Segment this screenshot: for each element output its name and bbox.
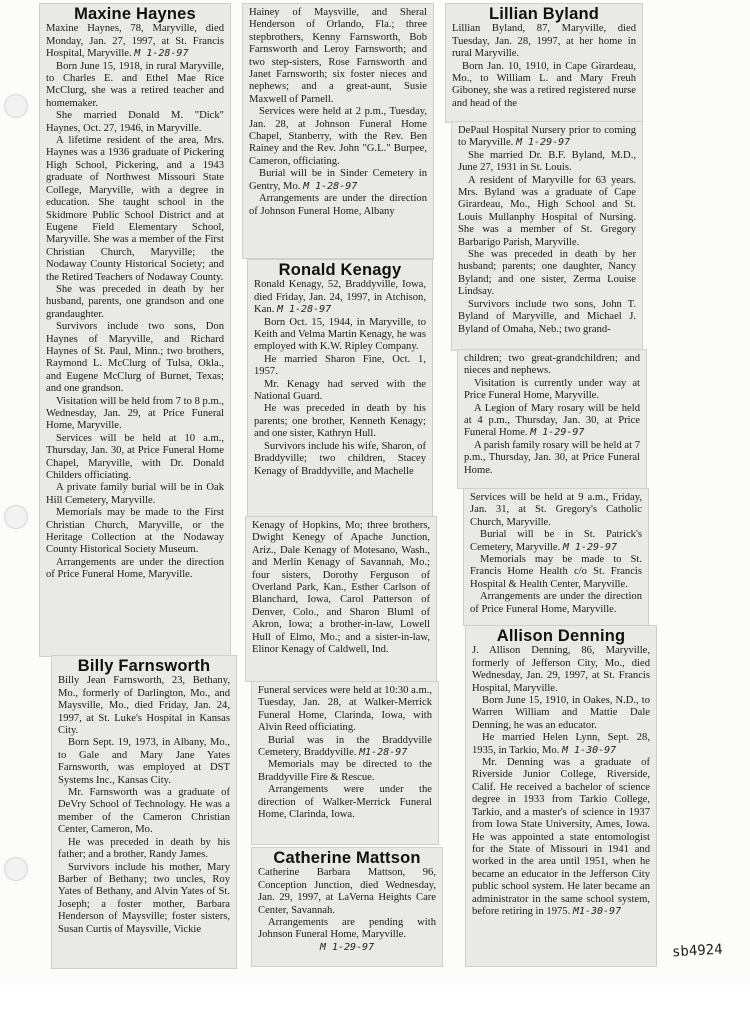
obituary-text: Arrangements were under the direction of Walker-Merrick Funeral Home, Clarinda, Iowa. — [258, 784, 432, 821]
handwritten-date: M 1-29-97 — [515, 137, 571, 149]
obituary-name: Lillian Byland — [488, 5, 600, 23]
obituary-text: Hainey of Maysville, and Sheral Henderson of Orlando, Fla.; three stepbrothers, Kenny Farnsworth, Bob Farnsworth and Leroy Farnsworth; and two step-sisters, Rose Farnsworth and Janet Farnsworth; six foster nieces and nephews; and a great-aunt, Susie Maxwell of Parnell. — [249, 7, 427, 105]
obituary-text: Born Oct. 15, 1944, in Maryville, to Keith and Velma Martin Kenagy, he was employed with K.W. Ripley Company. — [254, 316, 426, 353]
binder-hole — [4, 857, 28, 881]
obituary-text: Born Sept. 19, 1973, in Albany, Mo., to Gale and Mary Jane Yates Farnsworth, was employed at DST Systems Inc., Kansas City. — [58, 737, 230, 786]
obituary-text: Memorials may be directed to the Braddyville Fire & Rescue. — [258, 759, 432, 783]
obituary-billy-farnsworth — [52, 656, 236, 968]
obituary-text: children; two great-grandchildren; and nieces and nephews. — [464, 353, 640, 377]
handwritten-date: M 1-28-97 — [276, 304, 332, 316]
obituary-text: She married Donald M. "Dick" Haynes, Oct. 27, 1946, in Maryville. — [46, 110, 224, 134]
obituary-text: Burial was in the Braddyville Cemetery, Braddyville. — [258, 734, 432, 759]
obituary-text: A lifetime resident of the area, Mrs. Haynes was a 1936 graduate of Pickering High School, Pickering, and a 1943 graduate of Northwest Missouri State College, Maryville, with a degree in education. She taught school in the Skidmore Public School District and at Eugene Field Elementary School, Maryville. She was a member of the First Christian Church, Maryville; the Nodaway County Historical Society; and the Retired Teachers of Nodaway County. — [46, 135, 224, 283]
obituary-text: Born June 15, 1910, in Oakes, N.D., to Warren William and Mattie Dale Denning, he was an educator. — [472, 695, 650, 731]
obituary-lillian-byland — [446, 4, 642, 122]
obituary-text: Memorials may be made to St. Francis Home Health c/o St. Francis Hospital & Health Center, Maryville. — [470, 554, 642, 590]
handwritten-date: M 1-30-97 — [562, 744, 617, 756]
handwritten-date: M1-30-97 — [572, 905, 622, 917]
obituary-text: Billy Jean Farnsworth, 23, Bethany, Mo., formerly of Darlington, Mo., and Maysville, Mo., died Friday, Jan. 24, 1997, at St. Luke's Hospital in Kansas City. — [58, 675, 230, 737]
obituary-text: J. Allison Denning, 86, Maryville, formerly of Jefferson City, Mo., died Wednesday, Jan. 29, 1997, at St. Francis Hospital, Maryville. — [472, 645, 650, 694]
obituary-text: He married Helen Lynn, Sept. 28, 1935, in Tarkio, Mo. — [472, 732, 650, 756]
obituary-text: Burial will be in St. Patrick's Cemetery, Maryville. — [470, 529, 642, 553]
obituary-text: Kenagy of Hopkins, Mo; three brothers, Dwight Kenegy of Apache Junction, Ariz., Dale Kenagy of Motesano, Wash., and Merlin Kenagy of Savannah, Mo.; four sisters, Dorothy Ferguson of Overland Park, Kan., Esther Carlson of Blanchard, Iowa, Carol Patterson of Denver, Colo., and Sharon Bluml of Akron, Iowa; a brother-in-law, Lowell Hull of Elmo, Mo.; and a sister-in-law, Elinor Kenagy of Caldwell, Ind. — [252, 520, 430, 656]
handwritten-date: M 1-28-97 — [303, 180, 358, 192]
obituary-text: Mr. Farnsworth was a graduate of DeVry School of Technology. He was a member of the Cameron Christian Center, Cameron, Mo. — [58, 787, 230, 836]
obituary-text: Visitation will be held from 7 to 8 p.m., Wednesday, Jan. 29, at Price Funeral Home, Maryville. — [46, 395, 224, 432]
obituary-lillian-byland-visitation — [458, 350, 646, 488]
obituary-text: A private family burial will be in Oak Hill Cemetery, Maryville. — [46, 482, 224, 506]
obituary-text: Arrangements are pending with Johnson Funeral Home, Maryville. — [258, 917, 436, 941]
obituary-text: A resident of Maryville for 63 years. Mrs. Byland was a graduate of Cape Girardeau, Mo., High School and St. Louis Mullanphy Hospital of Nursing. She was a member of St. Gregory Barbarigo Parish, Maryville. — [458, 174, 636, 248]
binder-hole — [4, 94, 28, 118]
obituary-text: Survivors include two sons, Don Haynes of Maryville, and Richard Haynes of St. Paul, Minn.; two brothers, Raymond L. McClurg of Tulsa, Okla., and Eugene McClurg of Burnet, Texas; and one grandson. — [46, 321, 224, 395]
obituary-name: Ronald Kenagy — [278, 261, 402, 279]
obituary-text: Arrangements are under the direction of Price Funeral Home, Maryville. — [470, 591, 642, 615]
obituary-billy-farnsworth-continued — [243, 4, 433, 258]
obituary-ronald-kenagy-services — [252, 682, 438, 844]
obituary-text: He was preceded in death by his father; and a brother, Randy James. — [58, 836, 230, 861]
obituary-text: Arrangements are under the direction of Johnson Funeral Home, Albany — [249, 193, 427, 217]
obituary-text: Survivors include two sons, John T. Byland of Maryville, and Michael J. Byland of Omaha, Neb.; two grand- — [458, 298, 636, 335]
obituary-text: Maxine Haynes, 78, Maryville, died Monday, Jan. 27, 1997, at St. Francis Hospital, Maryville. — [46, 23, 224, 60]
obituary-ronald-kenagy — [248, 260, 432, 516]
handwritten-date: M 1-29-97 — [562, 541, 618, 553]
obituary-text: Catherine Barbara Mattson, 96, Conception Junction, died Wednesday, Jan. 29, 1997, at LaVerna Heights Care Center, Savannah. — [258, 867, 436, 916]
obituary-text: Survivors include his wife, Sharon, of Braddyville; two children, Stacey Kenagy of Braddyville, and Machelle — [254, 440, 426, 477]
obituary-text: Services will be held at 10 a.m., Thursday, Jan. 30, at Price Funeral Home Chapel, Maryville, with Dr. Donald Childers officiating. — [46, 432, 224, 482]
obituary-text: Mr. Kenagy had served with the National Guard. — [254, 378, 426, 403]
obituary-text: Ronald Kenagy, 52, Braddyville, Iowa, died Friday, Jan. 24, 1997, in Atchison, Kan. — [254, 279, 426, 316]
binder-hole — [4, 505, 28, 529]
obituary-lillian-byland-services — [464, 489, 648, 625]
obituary-text: Burial will be in Sinder Cemetery in Gentry, Mo. — [249, 168, 427, 192]
obituary-text: She married Dr. B.F. Byland, M.D., June 27, 1931 in St. Louis. — [458, 149, 636, 174]
obituary-catherine-mattson — [252, 848, 442, 966]
handwritten-page-number: sb4924 — [671, 941, 723, 961]
obituary-maxine-haynes — [40, 4, 230, 656]
obituary-text: Funeral services were held at 10:30 a.m., Tuesday, Jan. 28, at Walker-Merrick Funeral Home, Clarinda, Iowa, with Alvin Reed officiating. — [258, 685, 432, 734]
obituary-lillian-byland-continued — [452, 122, 642, 350]
obituary-text: He married Sharon Fine, Oct. 1, 1957. — [254, 353, 426, 378]
obituary-text: Mr. Denning was a graduate of Riverside Junior College, Riverside, Calif. He received a bachelor of science degree in 1933 from Tarkio College, Tarkio, and a master's of science in 1937 from Iowa State University, Ames, Iowa. He was appointed a state entomologist for the State of Missouri in 1941 and worked in the area until 1951, when he became an educator in the Jefferson City public school system. He later became an administrator in the same school system, before retiring in 1975. — [472, 757, 650, 917]
handwritten-date: M 1-28-97 — [134, 48, 189, 60]
handwritten-date: M1-28-97 — [359, 747, 408, 759]
obituary-text: Survivors include his mother, Mary Barber of Bethany; two uncles, Roy Yates of Bethany, and Alvin Yates of St. Joseph; a foster mother, Barbara Henderson of Maysville; foster sisters, Susan Curtis of Maysville, Vickie — [58, 861, 230, 935]
obituary-text: He was preceded in death by his parents; one brother, Kenneth Kenagy; and one sister, Kathryn Hull. — [254, 403, 426, 440]
obituary-name: Allison Denning — [496, 627, 626, 645]
obituary-text: She was preceded in death by her husband; parents; one daughter, Nancy Byland; and one sister, Zerma Louise Lindsay. — [458, 249, 636, 298]
obituary-name: Billy Farnsworth — [77, 657, 211, 675]
obituary-text: A Legion of Mary rosary will be held at 4 p.m., Thursday, Jan. 30, at Price Funeral Home. — [464, 402, 640, 439]
obituary-text: DePaul Hospital Nursery prior to coming to Maryville. — [458, 125, 636, 149]
handwritten-date: M 1-29-97 — [319, 941, 375, 953]
handwritten-date: M 1-29-97 — [530, 427, 585, 439]
obituary-text: She was preceded in death by her husband, parents, one grandson and one grandaughter. — [46, 283, 224, 320]
obituary-text: Services were held at 2 p.m., Tuesday, Jan. 28, at Johnson Funeral Home Chapel, Stanberry, with the Rev. Ben Rainey and the Rev. John "G.L." Burpee, Cameron, officiating. — [249, 106, 427, 167]
obituary-text: Services will be held at 9 a.m., Friday, Jan. 31, at St. Gregory's Catholic Church, Maryville. — [470, 492, 642, 528]
obituary-text: Arrangements are under the direction of Price Funeral Home, Maryville. — [46, 556, 224, 581]
obituary-text: Born Jan. 10, 1910, in Cape Girardeau, Mo., to William L. and Mary Freuh Giboney, she was a retired registered nurse and head of the — [452, 60, 636, 109]
obituary-allison-denning — [466, 626, 656, 966]
obituary-text: A parish family rosary will be held at 7 p.m., Thursday, Jan. 30, at Price Funeral Home. — [464, 439, 640, 476]
obituary-text: Visitation is currently under way at Price Funeral Home, Maryville. — [464, 377, 640, 402]
page-margin — [0, 985, 750, 1033]
obituary-name: Maxine Haynes — [74, 5, 196, 23]
obituary-name: Catherine Mattson — [273, 849, 421, 867]
obituary-text: Lillian Byland, 87, Maryville, died Tuesday, Jan. 28, 1997, at her home in rural Maryville. — [452, 23, 636, 60]
obituary-text: Memorials may be made to the First Christian Church, Maryville, or the Heritage Collection at the Nodaway County Historical Society Museum. — [46, 507, 224, 556]
obituary-text: Born June 15, 1918, in rural Maryville, to Charles E. and Ethel Mae Rice McClurg, she was a retired teacher and homemaker. — [46, 60, 224, 109]
obituary-ronald-kenagy-continued — [246, 517, 436, 681]
